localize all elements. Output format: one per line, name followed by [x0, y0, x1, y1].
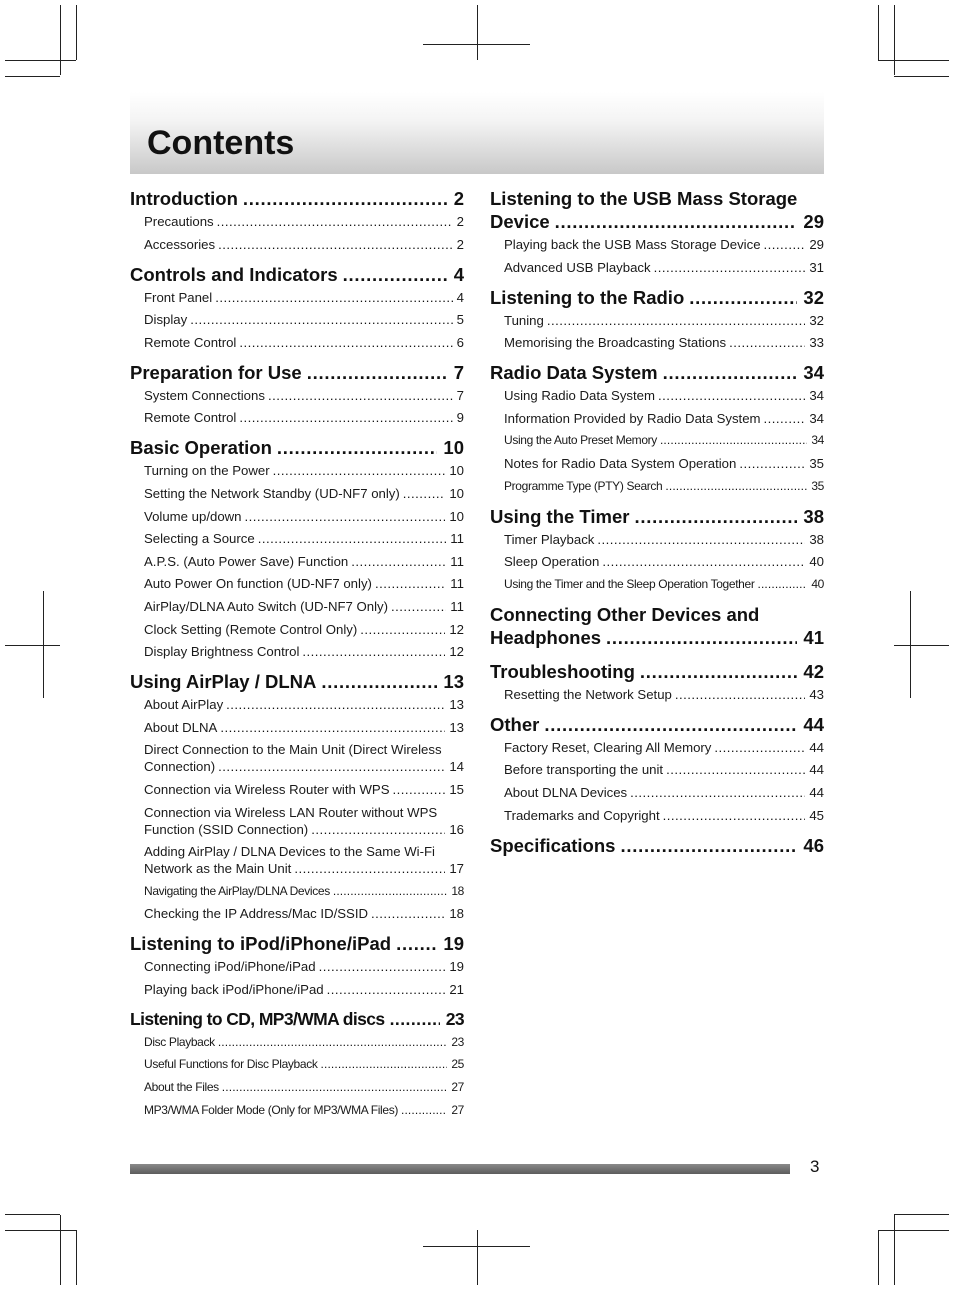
- section-heading[interactable]: [490, 660, 824, 683]
- toc-entry[interactable]: [504, 784, 824, 801]
- dot-leader: [351, 553, 446, 570]
- dot-leader: [294, 860, 445, 877]
- entry-page: 12: [449, 644, 464, 660]
- entry-page: 16: [449, 821, 464, 837]
- toc-entry[interactable]: [144, 508, 464, 525]
- toc-entry[interactable]: [144, 575, 464, 592]
- toc-entry[interactable]: [144, 1079, 464, 1096]
- toc-entry[interactable]: [504, 312, 824, 329]
- section-title: Preparation for Use: [130, 361, 302, 383]
- toc-entry[interactable]: [144, 958, 464, 975]
- entry-label: Trademarks and Copyright: [504, 807, 660, 823]
- entry-page: 10: [449, 463, 464, 479]
- entry-page: 18: [449, 906, 464, 922]
- toc-entry[interactable]: [504, 576, 824, 593]
- toc-section: [130, 263, 464, 351]
- entry-page: 31: [809, 259, 824, 275]
- entry-label: About DLNA: [144, 719, 218, 735]
- toc-entry[interactable]: [144, 1056, 464, 1073]
- toc-entry[interactable]: [504, 410, 824, 427]
- toc-section: [130, 436, 464, 660]
- toc-entry[interactable]: [504, 455, 824, 472]
- entry-page: 34: [811, 433, 824, 448]
- section-page: 7: [453, 361, 464, 383]
- section-heading[interactable]: [130, 670, 464, 693]
- entry-page: 11: [450, 531, 464, 547]
- dot-leader: [239, 334, 452, 351]
- section-page: 13: [443, 671, 464, 693]
- entry-page: 27: [451, 1102, 464, 1117]
- entry-label: About AirPlay: [144, 697, 224, 713]
- crop-mark: [878, 5, 879, 60]
- crop-mark: [60, 1215, 61, 1285]
- dot-leader: [220, 719, 445, 736]
- section-heading[interactable]: [130, 436, 464, 459]
- entry-label: Memorising the Broadcasting Stations: [504, 335, 727, 351]
- section-page: 38: [803, 505, 824, 527]
- dot-leader: [739, 455, 805, 472]
- entry-page: 11: [450, 553, 464, 569]
- entry-label: Information Provided by Radio Data System: [504, 410, 761, 426]
- crop-mark: [477, 5, 478, 60]
- crop-mark: [878, 1230, 879, 1285]
- section-page: 32: [803, 286, 824, 308]
- dot-leader: [606, 626, 797, 649]
- entry-label-continued: Network as the Main Unit: [144, 861, 292, 877]
- toc-entry[interactable]: [144, 905, 464, 922]
- entry-label: Advanced USB Playback: [504, 259, 651, 275]
- toc-right-column: [490, 184, 824, 857]
- entry-label: Clock Setting (Remote Control Only): [144, 621, 358, 637]
- dot-leader: [675, 686, 805, 703]
- entry-label: Precautions: [144, 214, 214, 229]
- crop-mark: [76, 5, 77, 60]
- crop-mark: [5, 76, 60, 77]
- dot-leader: [764, 236, 806, 253]
- dot-leader: [663, 807, 806, 824]
- toc-section: [130, 670, 464, 922]
- entry-label: About the Files: [144, 1080, 219, 1095]
- dot-leader: [714, 739, 805, 756]
- crop-mark: [60, 5, 61, 75]
- dot-leader: [277, 436, 438, 459]
- entry-label: Before transporting the unit: [504, 762, 664, 778]
- entry-label: Volume up/down: [144, 508, 242, 524]
- entry-label: Resetting the Network Setup: [504, 686, 672, 702]
- dot-leader: [327, 981, 446, 998]
- toc-section: [130, 187, 464, 253]
- entry-label: Auto Power On function (UD-NF7 only): [144, 576, 372, 592]
- entry-page: 15: [449, 781, 464, 797]
- section-title: Introduction: [130, 188, 238, 209]
- entry-label: Using Radio Data System: [504, 388, 655, 404]
- section-title-continued: Headphones: [490, 626, 602, 648]
- entry-label: Playing back iPod/iPhone/iPad: [144, 981, 324, 997]
- section-page: 44: [803, 713, 824, 735]
- entry-label: Useful Functions for Disc Playback: [144, 1057, 318, 1072]
- dot-leader: [217, 213, 453, 230]
- section-title: Connecting Other Devices and: [490, 603, 760, 625]
- section-title: Controls and Indicators: [130, 263, 338, 285]
- toc-entry[interactable]: [504, 432, 824, 449]
- page-number: 3: [810, 1157, 820, 1176]
- entry-page: 35: [809, 455, 824, 471]
- toc-entry[interactable]: [504, 478, 824, 495]
- entry-page: 7: [456, 387, 464, 403]
- toc-section: [490, 286, 824, 352]
- section-page: 2: [453, 188, 464, 209]
- toc-entry[interactable]: [144, 696, 464, 713]
- dot-leader: [218, 236, 453, 253]
- toc-section: [490, 660, 824, 703]
- crop-mark: [894, 76, 949, 77]
- crop-mark: [5, 60, 76, 61]
- toc-entry[interactable]: [504, 553, 824, 570]
- toc-left-column: [130, 184, 464, 1124]
- entry-page: 45: [809, 807, 824, 823]
- dot-leader: [630, 784, 805, 801]
- dot-leader: [215, 289, 452, 306]
- section-page: 4: [453, 263, 464, 285]
- dot-leader: [391, 598, 446, 615]
- entry-label: Programme Type (PTY) Search: [504, 478, 663, 493]
- section-heading[interactable]: [130, 263, 464, 286]
- dot-leader: [273, 462, 446, 479]
- section-page: 42: [803, 660, 824, 682]
- toc-entry[interactable]: [144, 485, 464, 502]
- crop-mark: [423, 44, 530, 45]
- entry-label: Connecting iPod/iPhone/iPad: [144, 959, 316, 975]
- entry-page: 44: [809, 784, 824, 800]
- entry-page: 11: [450, 598, 464, 614]
- section-heading[interactable]: [130, 187, 464, 210]
- section-heading[interactable]: [130, 932, 464, 955]
- dot-leader: [401, 1102, 447, 1119]
- entry-label: Direct Connection to the Main Unit (Direct Wireless: [144, 742, 442, 758]
- dot-leader: [654, 259, 806, 276]
- dot-leader: [640, 660, 798, 683]
- dot-leader: [597, 531, 805, 548]
- toc-section: [490, 361, 824, 494]
- crop-mark: [878, 60, 949, 61]
- entry-label: Navigating the AirPlay/DLNA Devices: [144, 883, 330, 898]
- dot-leader: [226, 696, 445, 713]
- entry-label: Remote Control: [144, 410, 237, 426]
- toc-entry[interactable]: [504, 259, 824, 276]
- crop-mark: [423, 1246, 530, 1247]
- toc-entry[interactable]: [144, 1102, 464, 1119]
- dot-leader: [555, 210, 798, 233]
- toc-entry[interactable]: [504, 334, 824, 351]
- dot-leader: [239, 409, 452, 426]
- entry-page: 29: [809, 237, 824, 252]
- entry-page: 25: [451, 1057, 464, 1072]
- section-title: Other: [490, 713, 540, 735]
- dot-leader: [307, 361, 448, 384]
- dot-leader: [757, 576, 807, 593]
- entry-label: Selecting a Source: [144, 531, 255, 547]
- section-title: Using AirPlay / DLNA: [130, 671, 317, 693]
- entry-page: 14: [449, 759, 464, 775]
- crop-mark: [894, 645, 949, 646]
- entry-label: Playing back the USB Mass Storage Device: [504, 237, 761, 252]
- entry-label: Factory Reset, Clearing All Memory: [504, 739, 712, 755]
- footer-bar: [130, 1164, 790, 1174]
- toc-entry[interactable]: [144, 236, 464, 253]
- entry-label: Connection via Wireless Router with WPS: [144, 781, 390, 797]
- dot-leader: [544, 713, 797, 736]
- section-heading[interactable]: [130, 1008, 464, 1031]
- toc-section: [490, 187, 824, 276]
- dot-leader: [393, 781, 446, 798]
- entry-page: 5: [456, 312, 464, 328]
- entry-page: 19: [449, 959, 464, 975]
- entry-label: A.P.S. (Auto Power Save) Function: [144, 553, 349, 569]
- section-title: Specifications: [490, 834, 616, 856]
- dot-leader: [396, 932, 437, 955]
- entry-page: 4: [456, 289, 464, 305]
- dot-leader: [302, 643, 445, 660]
- entry-page: 32: [809, 312, 824, 328]
- section-heading[interactable]: [490, 834, 824, 857]
- entry-page: 33: [809, 335, 824, 351]
- entry-page: 6: [456, 334, 464, 350]
- entry-page: 10: [449, 508, 464, 524]
- toc-section: [490, 603, 824, 649]
- section-heading[interactable]: [490, 713, 824, 736]
- dot-leader: [371, 905, 445, 922]
- crop-mark: [477, 1230, 478, 1285]
- dot-leader: [658, 387, 805, 404]
- section-title-continued: Device: [490, 211, 550, 232]
- entry-label: Accessories: [144, 236, 216, 252]
- entry-page: 23: [451, 1034, 464, 1049]
- section-heading[interactable]: [130, 361, 464, 384]
- entry-label: Tuning: [504, 312, 544, 328]
- toc-section: [130, 361, 464, 427]
- entry-label: Remote Control: [144, 334, 237, 350]
- toc-entry[interactable]: [144, 621, 464, 638]
- dot-leader: [243, 187, 448, 210]
- dot-leader: [634, 505, 797, 528]
- toc-entry[interactable]: [144, 981, 464, 998]
- dot-leader: [660, 432, 807, 449]
- entry-label: Front Panel: [144, 289, 213, 305]
- entry-label: Adding AirPlay / DLNA Devices to the Same Wi-Fi: [144, 844, 435, 860]
- section-title: Troubleshooting: [490, 660, 635, 682]
- toc-section: [490, 505, 824, 593]
- entry-page: 10: [449, 485, 464, 501]
- section-page: 19: [443, 933, 464, 955]
- dot-leader: [375, 575, 446, 592]
- toc-entry[interactable]: [144, 643, 464, 660]
- entry-page: 13: [449, 719, 464, 735]
- toc-entry[interactable]: [144, 409, 464, 426]
- dot-leader: [665, 478, 807, 495]
- entry-page: 11: [450, 576, 464, 592]
- toc-entry[interactable]: [504, 807, 824, 824]
- toc-entry[interactable]: [144, 334, 464, 351]
- crop-mark: [894, 1214, 949, 1215]
- toc-entry[interactable]: [144, 462, 464, 479]
- section-heading[interactable]: [490, 603, 824, 649]
- toc-entry[interactable]: [144, 1034, 464, 1051]
- toc-entry[interactable]: [144, 311, 464, 328]
- entry-page: 44: [809, 762, 824, 778]
- dot-leader: [343, 263, 448, 286]
- entry-page: 9: [456, 410, 464, 426]
- section-heading[interactable]: [490, 505, 824, 528]
- toc-entry[interactable]: [144, 741, 464, 775]
- toc-entry[interactable]: [144, 213, 464, 230]
- crop-mark: [76, 1230, 77, 1285]
- toc-entry[interactable]: [144, 883, 464, 900]
- entry-label: System Connections: [144, 387, 265, 403]
- toc-section: [490, 834, 824, 857]
- toc-section: [490, 713, 824, 824]
- section-heading[interactable]: [490, 187, 824, 233]
- toc-entry[interactable]: [144, 804, 464, 838]
- crop-mark: [5, 1230, 76, 1231]
- crop-mark: [878, 1230, 949, 1231]
- entry-label: Using the Timer and the Sleep Operation Together: [504, 576, 755, 591]
- dot-leader: [218, 758, 445, 775]
- dot-leader: [602, 553, 805, 570]
- dot-leader: [547, 312, 805, 329]
- dot-leader: [268, 387, 453, 404]
- dot-leader: [245, 508, 446, 525]
- dot-leader: [620, 834, 797, 857]
- dot-leader: [764, 410, 806, 427]
- section-title: Listening to the Radio: [490, 286, 685, 308]
- toc-section: [130, 932, 464, 998]
- section-title: Listening to CD, MP3/WMA discs: [130, 1008, 385, 1029]
- dot-leader: [333, 883, 447, 900]
- toc-entry[interactable]: [504, 686, 824, 703]
- section-title: Using the Timer: [490, 505, 630, 527]
- section-title: Basic Operation: [130, 437, 272, 459]
- entry-label: Sleep Operation: [504, 554, 600, 570]
- entry-label: AirPlay/DLNA Auto Switch (UD-NF7 Only): [144, 598, 389, 614]
- toc-entry[interactable]: [144, 719, 464, 736]
- entry-page: 21: [449, 981, 464, 997]
- toc-entry[interactable]: [504, 739, 824, 756]
- toc-entry[interactable]: [144, 289, 464, 306]
- section-title: Listening to iPod/iPhone/iPad: [130, 933, 392, 955]
- dot-leader: [258, 530, 447, 547]
- entry-page: 35: [811, 478, 824, 493]
- dot-leader: [666, 761, 805, 778]
- entry-label: Notes for Radio Data System Operation: [504, 455, 737, 471]
- toc-section: [130, 1008, 464, 1119]
- section-page: 23: [445, 1008, 464, 1029]
- entry-label: Setting the Network Standby (UD-NF7 only): [144, 485, 400, 501]
- entry-page: 2: [456, 214, 464, 229]
- entry-label: Checking the IP Address/Mac ID/SSID: [144, 906, 369, 922]
- entry-page: 40: [811, 576, 824, 591]
- toc-entry[interactable]: [144, 530, 464, 547]
- crop-mark: [5, 645, 60, 646]
- entry-page: 18: [451, 883, 464, 898]
- entry-page: 43: [809, 686, 824, 702]
- section-page: 34: [803, 362, 824, 384]
- dot-leader: [689, 286, 797, 309]
- entry-label: Timer Playback: [504, 531, 595, 547]
- section-page: 29: [803, 211, 824, 232]
- toc-entry[interactable]: [504, 387, 824, 404]
- entry-label: About DLNA Devices: [504, 784, 628, 800]
- section-heading[interactable]: [490, 361, 824, 384]
- toc-entry[interactable]: [144, 387, 464, 404]
- dot-leader: [321, 1056, 448, 1073]
- toc-entry[interactable]: [504, 761, 824, 778]
- dot-leader: [360, 621, 445, 638]
- crop-mark: [5, 1214, 60, 1215]
- entry-page: 17: [449, 861, 464, 877]
- entry-label-continued: Connection): [144, 759, 216, 775]
- section-page: 46: [803, 834, 824, 856]
- dot-leader: [403, 485, 446, 502]
- crop-mark: [894, 1215, 895, 1285]
- entry-page: 13: [449, 697, 464, 713]
- toc-entry[interactable]: [144, 553, 464, 570]
- section-page: 10: [443, 437, 464, 459]
- toc-entry[interactable]: [144, 598, 464, 615]
- entry-label: Connection via Wireless LAN Router without WPS: [144, 804, 438, 820]
- entry-label: Display: [144, 312, 188, 328]
- dot-leader: [663, 361, 798, 384]
- entry-page: 34: [809, 388, 824, 404]
- dot-leader: [390, 1008, 440, 1031]
- dot-leader: [190, 311, 452, 328]
- page-title: Contents: [147, 124, 295, 162]
- dot-leader: [218, 1034, 448, 1051]
- dot-leader: [222, 1079, 448, 1096]
- entry-label: Disc Playback: [144, 1034, 215, 1049]
- entry-page: 38: [809, 531, 824, 547]
- entry-label: Using the Auto Preset Memory: [504, 433, 657, 448]
- dot-leader: [321, 670, 437, 693]
- entry-label: Display Brightness Control: [144, 644, 300, 660]
- dot-leader: [311, 821, 445, 838]
- toc-entry[interactable]: [144, 781, 464, 798]
- entry-page: 27: [451, 1080, 464, 1095]
- entry-page: 2: [456, 236, 464, 252]
- entry-page: 44: [809, 739, 824, 755]
- entry-label: Turning on the Power: [144, 463, 270, 479]
- crop-mark: [894, 5, 895, 75]
- toc-entry[interactable]: [144, 843, 464, 877]
- dot-leader: [729, 334, 805, 351]
- entry-page: 34: [809, 410, 824, 426]
- dot-leader: [319, 958, 446, 975]
- entry-label: MP3/WMA Folder Mode (Only for MP3/WMA Files): [144, 1102, 398, 1117]
- section-page: 41: [803, 626, 824, 648]
- entry-page: 12: [449, 621, 464, 637]
- entry-page: 40: [809, 554, 824, 570]
- toc-entry[interactable]: [504, 531, 824, 548]
- section-title: Listening to the USB Mass Storage: [490, 188, 798, 209]
- toc-entry[interactable]: [504, 236, 824, 253]
- section-title: Radio Data System: [490, 362, 658, 384]
- section-heading[interactable]: [490, 286, 824, 309]
- entry-label-continued: Function (SSID Connection): [144, 821, 309, 837]
